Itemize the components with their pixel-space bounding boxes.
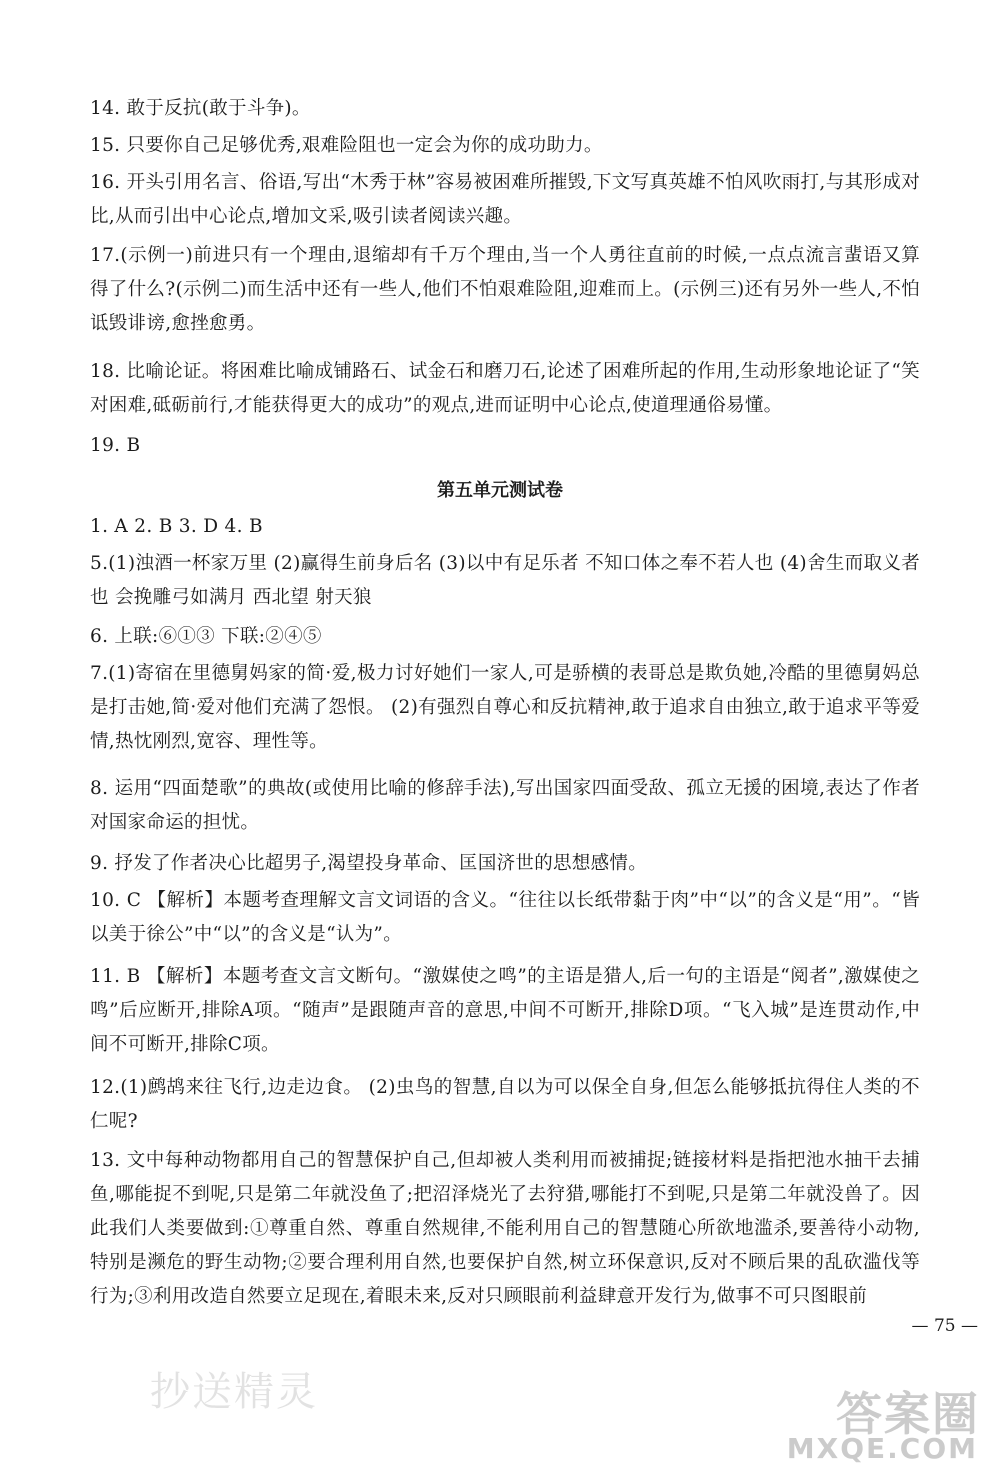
answer-1-4: 1. A 2. B 3. D 4. B (90, 516, 263, 537)
answer-18: 18. 比喻论证。将困难比喻成铺路石、试金石和磨刀石,论述了困难所起的作用,生动形象地论证了“笑对困难,砥砺前行,才能获得更大的成功”的观点,进而证明中心论点,使道理通俗易懂。 (90, 361, 920, 416)
answer-15: 15. 只要你自己足够优秀,艰难险阻也一定会为你的成功助力。 (90, 135, 603, 156)
answer-14: 14. 敢于反抗(敢于斗争)。 (90, 98, 311, 119)
answer-12: 12.(1)鹧鸪来往飞行,边走边食。 (2)虫鸟的智慧,自以为可以保全自身,但怎么能够抵抗得住人类的不仁呢? (90, 1077, 920, 1132)
answer-10: 10. C 【解析】本题考查理解文言文词语的含义。“往往以长纸带黏于肉”中“以”的含义是“用”。“皆以美于徐公”中“以”的含义是“认为”。 (90, 890, 920, 945)
answer-19: 19. B (90, 435, 141, 456)
answer-6: 6. 上联:⑥①③ 下联:②④⑤ (90, 626, 322, 647)
answer-5: 5.(1)浊酒一杯家万里 (2)赢得生前身后名 (3)以中有足乐者 不知口体之奉不若人也 (4)舍生而取义者也 会挽雕弓如满月 西北望 射天狼 (90, 553, 920, 608)
answer-16: 16. 开头引用名言、俗语,写出“木秀于林”容易被困难所摧毁,下文写真英雄不怕风吹雨打,与其形成对比,从而引出中心论点,增加文采,吸引读者阅读兴趣。 (90, 172, 920, 227)
section-title: 第五单元测试卷 (437, 480, 563, 501)
answer-9: 9. 抒发了作者决心比超男子,渴望投身革命、匡国济世的思想感情。 (90, 853, 648, 874)
site-logo-watermark: 答案圈 (836, 1387, 980, 1441)
answer-8: 8. 运用“四面楚歌”的典故(或使用比喻的修辞手法),写出国家四面受敌、孤立无援的困境,表达了作者对国家命运的担忧。 (90, 778, 920, 833)
faint-stamp-watermark: 抄送精灵 (150, 1369, 318, 1415)
site-url-watermark: MXQE.COM (786, 1432, 978, 1465)
answer-11: 11. B 【解析】本题考查文言文断句。“激媒使之鸣”的主语是猎人,后一句的主语是“阅者”,激媒使之鸣”后应断开,排除A项。“随声”是跟随声音的意思,中间不可断开,排除D项。“飞入城”是连贯动作,中间不可断开,排除C项。 (90, 966, 920, 1055)
answer-17: 17.(示例一)前进只有一个理由,退缩却有千万个理由,当一个人勇往直前的时候,一点点流言蜚语又算得了什么?(示例二)而生活中还有一些人,他们不怕艰难险阻,迎难而上。(示例三)还有另外一些人,不怕诋毁诽谤,愈挫愈勇。 (90, 245, 920, 334)
answer-7: 7.(1)寄宿在里德舅妈家的简·爱,极力讨好她们一家人,可是骄横的表哥总是欺负她,冷酷的里德舅妈总是打击她,简·爱对他们充满了怨恨。 (2)有强烈自尊心和反抗精神,敢于追求自由独立,敢于追求平等爱情,热忱刚烈,宽容、理性等。 (90, 663, 920, 752)
answer-13: 13. 文中每种动物都用自己的智慧保护自己,但却被人类利用而被捕捉;链接材料是指把池水抽干去捕鱼,哪能捉不到呢,只是第二年就没鱼了;把沼泽烧光了去狩猎,哪能打不到呢,只是第二年就没兽了。因此我们人类要做到:①尊重自然、尊重自然规律,不能利用自己的智慧随心所欲地滥杀,要善待小动物,特别是濒危的野生动物;②要合理利用自然,也要保护自然,树立环保意识,反对不顾后果的乱砍滥伐等行为;③利用改造自然要立足现在,着眼未来,反对只顾眼前利益肆意开发行为,做事不可只图眼前 (90, 1150, 920, 1307)
page-number: — 75 — (911, 1316, 978, 1336)
